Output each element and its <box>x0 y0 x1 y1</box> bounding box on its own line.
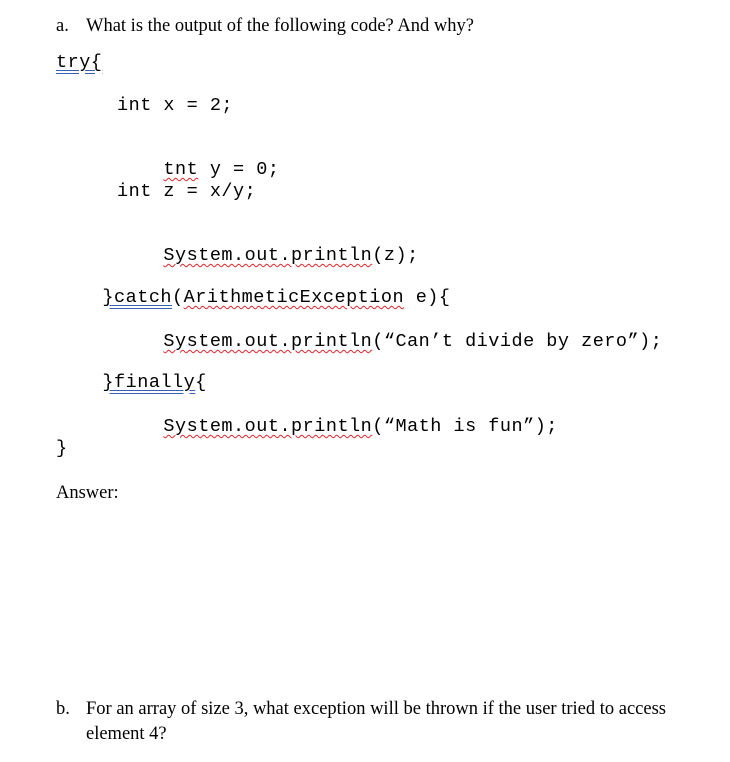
question-b-label: b. <box>56 699 70 719</box>
code-println-args: (z); <box>372 245 419 266</box>
question-a-label: a. <box>56 16 69 36</box>
code-finally-brace: { <box>195 372 207 393</box>
code-catch-paren: ( <box>172 287 184 308</box>
code-println-call: System.out.println <box>163 245 373 266</box>
code-println-args: (“Can’t divide by zero”); <box>372 331 663 352</box>
code-misspelled-type: tnt <box>163 159 199 180</box>
question-a-text: What is the output of the following code? And why? <box>86 16 474 36</box>
question-a <box>56 16 474 37</box>
code-line-print-math <box>117 395 558 458</box>
question-b-line1 <box>56 697 666 722</box>
code-catch-keyword: }catch <box>102 287 173 308</box>
question-b-line2: element 4? <box>86 724 167 744</box>
answer-label: Answer: <box>56 483 119 503</box>
question-b-text: For an array of size 3, what exception will be thrown if the user tried to access <box>86 699 666 719</box>
code-finally-keyword: }finally <box>102 372 196 393</box>
code-println-args: (“Math is fun”); <box>372 416 558 437</box>
code-catch-rest: e){ <box>404 287 451 308</box>
code-catch-exception: ArithmeticException <box>183 287 405 308</box>
code-println-call: System.out.println <box>163 331 373 352</box>
code-try-open: try{ <box>56 52 103 73</box>
question-b <box>56 697 666 747</box>
code-line-int-x: int x = 2; <box>117 95 234 116</box>
code-line-tnt-y-rest: y = 0; <box>198 159 280 180</box>
code-line-int-z: int z = x/y; <box>117 181 257 202</box>
code-close-brace: } <box>56 438 68 459</box>
code-println-call: System.out.println <box>163 416 373 437</box>
